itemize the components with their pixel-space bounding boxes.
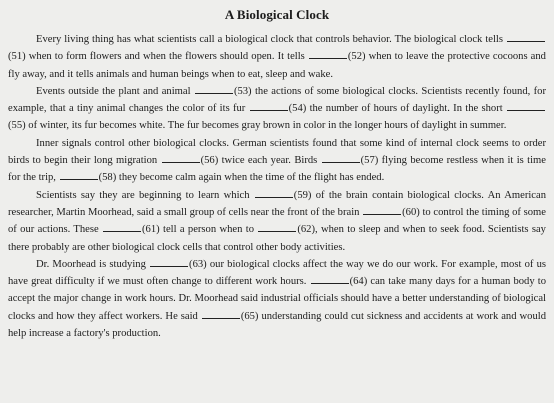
text-run: the actions of some biological clocks. Scientists recently found, for example, that a tiny animal changes the color of its fur — [8, 85, 546, 115]
answer-blank — [322, 152, 360, 163]
answer-blank — [202, 308, 240, 319]
text-run: Events outside the plant and animal — [36, 85, 194, 97]
answer-blank — [363, 204, 401, 215]
answer-blank — [255, 187, 293, 198]
answer-blank — [507, 100, 545, 111]
text-run: when to leave the protective cocoons and fly away, and it tells animals and human beings when to eat, sleep and wake. — [8, 51, 546, 80]
text-run: of winter, its fur becomes white. The fur becomes gray brown in color in the longer hours of daylight in summer. — [25, 120, 507, 132]
answer-blank — [103, 221, 141, 232]
answer-blank — [162, 152, 200, 163]
blank-number: (58) — [98, 172, 117, 184]
text-run: Dr. Moorhead is studying — [36, 258, 150, 270]
text-run: Scientists say they are beginning to learn which — [36, 189, 254, 201]
text-run: tell a person when to — [159, 224, 258, 236]
answer-blank — [195, 83, 233, 94]
blank-number: (62) — [297, 224, 315, 236]
document-body — [8, 31, 546, 342]
paragraph — [8, 31, 546, 83]
text-run: flying become restless when it is time for the trip, — [8, 155, 546, 184]
text-run: they become calm again when the time of the flight has ended. — [116, 172, 385, 184]
answer-blank — [311, 273, 349, 284]
blank-number: (61) — [142, 224, 160, 236]
text-run: our biological clocks affect the way we do our work. For example, most of us have great difficulty if we must often change to different work hours. — [8, 258, 546, 288]
paragraph — [8, 187, 546, 256]
answer-blank — [507, 31, 545, 42]
paragraph — [8, 83, 546, 135]
text-run: to control the timing of some of our actions. These — [8, 206, 546, 236]
text-run: understanding could cut sickness and accidents at work and would help increase a factory's production. — [8, 310, 546, 340]
blank-number: (60) — [402, 206, 420, 218]
blank-number: (64) — [349, 276, 368, 288]
answer-blank — [150, 256, 188, 267]
text-run: of the brain contain biological clocks. An American researcher, Martin Moorhead, said a small group of cells near the front of the brain — [8, 189, 546, 218]
blank-number: (52) — [347, 51, 366, 63]
text-run: can take many days for a human body to accept the major change in work hours. Dr. Moorhead said industrial officials should have a better understanding of biological clocks and how they affect workers. He said — [8, 276, 546, 322]
blank-number: (53) — [233, 85, 252, 97]
answer-blank — [309, 48, 347, 59]
answer-blank — [258, 221, 296, 232]
blank-number: (59) — [293, 189, 312, 201]
blank-number: (57) — [360, 155, 379, 167]
text-run: twice each year. Birds — [218, 155, 321, 167]
text-run: Every living thing has what scientists call a biological clock that controls behavior. The biological clock tells — [36, 34, 506, 45]
answer-blank — [250, 100, 288, 111]
text-run: , when to sleep and when to seek food. Scientists say there probably are other biological clock cells that control other body activities. — [8, 224, 546, 253]
blank-number: (63) — [189, 258, 207, 270]
blank-number: (54) — [288, 103, 307, 115]
paragraph — [8, 135, 546, 187]
paragraph — [8, 256, 546, 342]
text-run: the number of hours of daylight. In the short — [306, 103, 506, 115]
blank-number: (65) — [240, 310, 259, 322]
blank-number: (56) — [200, 155, 219, 167]
blank-number: (51) — [8, 51, 26, 63]
answer-blank — [60, 169, 98, 180]
text-run: Inner signals control other biological clocks. German scientists found that some kind of internal clock seems to order birds to begin their long migration — [8, 137, 546, 167]
blank-number: (55) — [8, 120, 26, 132]
document-title: A Biological Clock — [224, 7, 330, 22]
text-run: when to form flowers and when the flowers should open. It tells — [25, 51, 308, 63]
